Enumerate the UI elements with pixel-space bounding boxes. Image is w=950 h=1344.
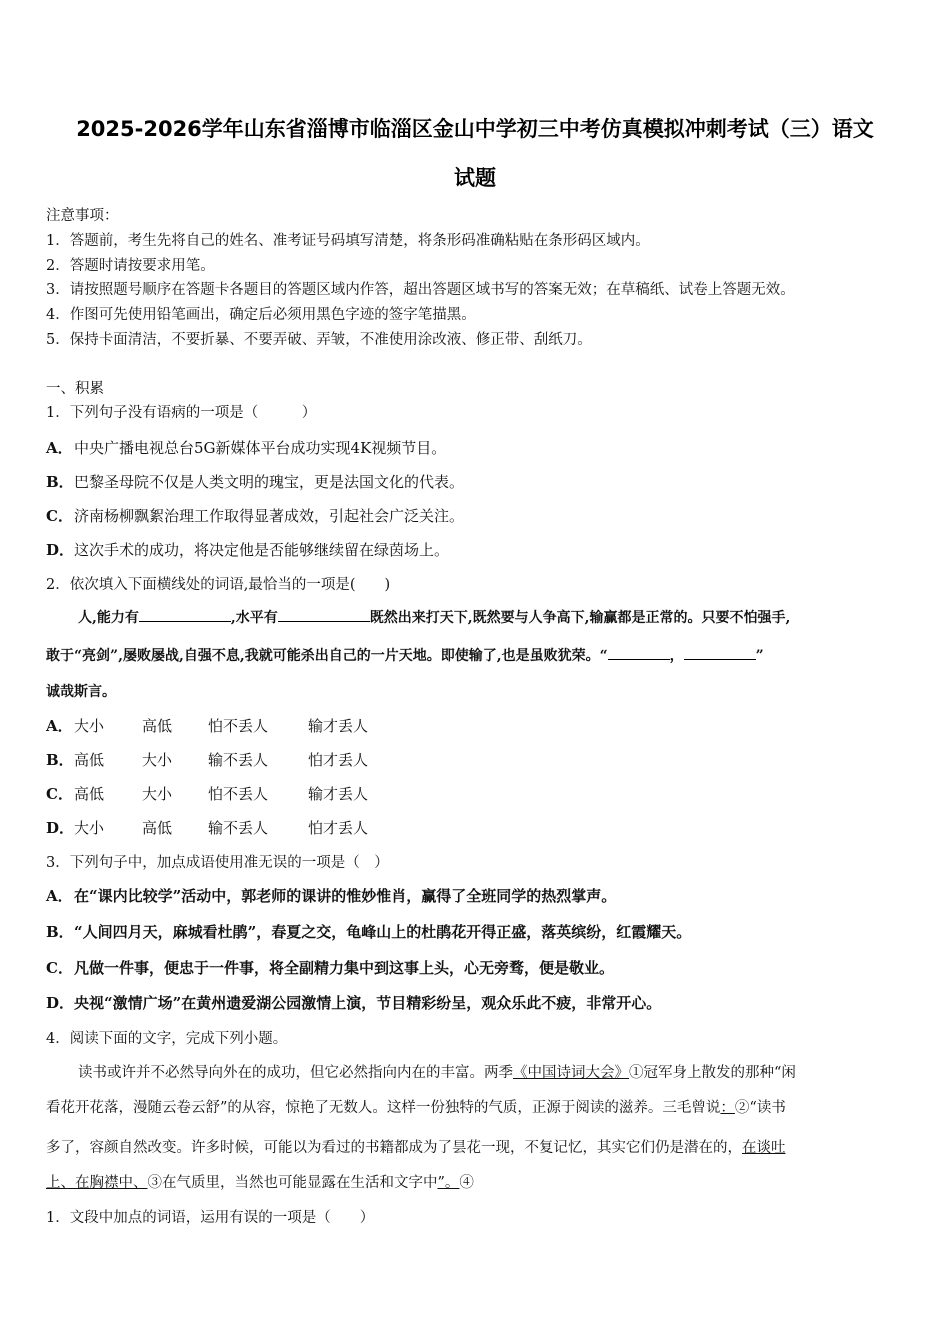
exam-title-line-1: 2025-2026学年山东省淄博市临淄区金山中学初三中考仿真模拟冲刺考试（三）语文	[76, 117, 874, 141]
passage-text: 敢于“亮剑”,屡败屡战,自强不息,我就可能杀出自己的一片天地。即使输了,也是虽败犹荣。“	[46, 648, 608, 664]
underlined-text: 在谈吐	[742, 1140, 786, 1156]
option-label: C．	[46, 507, 73, 525]
notice-item: 1．答题前，考生先将自己的姓名、准考证号码填写清楚，将条形码准确粘贴在条形码区域内。	[46, 233, 650, 249]
reading-passage-line-2	[46, 1096, 906, 1117]
passage-text: 看花开花落，漫随云卷云舒”的从容，惊艳了无数人。这样一份独特的气质，正源于阅读的滋养。三毛曾说	[46, 1100, 721, 1116]
fill-blank	[684, 645, 756, 660]
q2-option-b	[46, 749, 368, 770]
notice-item: 5．保持卡面清洁，不要折暴、不要弄破、弄皱，不准使用涂改液、修正带、刮纸刀。	[46, 332, 592, 348]
fill-blank	[608, 645, 670, 660]
passage-text: 既然出来打天下,既然要与人争高下,输赢都是正常的。只要不怕强手,	[369, 610, 791, 626]
option-label: B．	[46, 473, 74, 491]
option-text: 中央广播电视总台5G新媒体平台成功实现4K视频节目。	[74, 439, 447, 457]
fill-blank	[139, 607, 231, 622]
passage-text: ,水平有	[230, 610, 278, 626]
passage-text: ④	[459, 1175, 474, 1191]
q2-passage-line-3: 诚哉斯言。	[46, 684, 116, 700]
section-heading: 一、积累	[46, 381, 104, 397]
option-cell: 高低	[74, 751, 105, 769]
option-cell: 大小	[74, 717, 105, 735]
question-3-stem: 3．下列句子中，加点成语使用准无误的一项是（ ）	[46, 855, 389, 871]
option-label: D．	[46, 819, 75, 837]
question-2-stem: 2．依次填入下面横线处的词语,最恰当的一项是( )	[46, 577, 391, 593]
option-label: A．	[46, 717, 73, 735]
underlined-text: 上、在胸襟中、	[46, 1175, 148, 1191]
option-text: 凡做一件事，便忠于一件事，将全副精力集中到这事上头，心无旁骛，便是敬业。	[74, 959, 615, 977]
passage-text: 多了，容颜自然改变。许多时候，可能以为看过的书籍都成为了昙花一现，不复记忆，其实它们仍是潜在的，	[46, 1140, 742, 1156]
option-label: B．	[46, 923, 74, 941]
q2-option-a	[46, 715, 368, 736]
option-label: A．	[46, 887, 73, 905]
option-cell: 输才丢人	[308, 717, 369, 735]
option-cell: 高低	[74, 785, 105, 803]
option-label: C．	[46, 785, 73, 803]
option-label: A．	[46, 439, 73, 457]
option-text: “人间四月天，麻城看杜鹃”，春夏之交，龟峰山上的杜鹃花开得正盛，落英缤纷，红霞耀天。	[74, 923, 692, 941]
option-cell: 输才丢人	[308, 785, 369, 803]
notice-item: 3．请按照题号顺序在答题卡各题目的答题区域内作答，超出答题区域书写的答案无效；在草稿纸、试卷上答题无效。	[46, 282, 795, 298]
notice-item: 4．作图可先使用铅笔画出，确定后必须用黑色字迹的签字笔描黑。	[46, 307, 476, 323]
question-1-stem: 1．下列句子没有语病的一项是（ ）	[46, 405, 317, 421]
exam-title-line-2: 试题	[454, 166, 496, 190]
notice-item: 2．答题时请按要求用笔。	[46, 258, 215, 274]
q3-option-a	[46, 885, 616, 906]
q3-option-b	[46, 921, 691, 942]
option-label: D．	[46, 541, 75, 559]
question-4-sub-1: 1．文段中加点的词语，运用有误的一项是（ ）	[46, 1210, 375, 1226]
option-cell: 大小	[142, 751, 173, 769]
option-cell: 大小	[142, 785, 173, 803]
q2-option-c	[46, 783, 368, 804]
option-cell: 怕不丢人	[208, 717, 269, 735]
q2-passage-line-1	[46, 607, 906, 627]
option-label: B．	[46, 751, 74, 769]
reading-passage-line-3	[46, 1136, 906, 1157]
passage-text: ③在气质里，当然也可能显露在生活和文字中	[147, 1175, 438, 1191]
q3-option-d	[46, 992, 661, 1013]
q1-option-b	[46, 471, 464, 492]
option-cell: 大小	[74, 819, 105, 837]
option-cell: 高低	[142, 717, 173, 735]
option-text: 在“课内比较学”活动中，郭老师的课讲的惟妙惟肖，赢得了全班同学的热烈掌声。	[74, 887, 617, 905]
option-text: 巴黎圣母院不仅是人类文明的瑰宝，更是法国文化的代表。	[74, 473, 465, 491]
underlined-text: ：	[720, 1100, 735, 1116]
passage-text: ”	[755, 648, 764, 664]
option-cell: 怕才丢人	[308, 751, 369, 769]
q1-option-d	[46, 539, 449, 560]
passage-text: ①冠军身上散发的那种“闲	[629, 1065, 796, 1081]
option-label: C．	[46, 959, 73, 977]
option-cell: 输不丢人	[208, 819, 269, 837]
q2-option-d	[46, 817, 368, 838]
fill-blank	[278, 607, 370, 622]
q1-option-c	[46, 505, 464, 526]
underlined-text: 《中国诗词大会》	[513, 1065, 629, 1081]
option-text: 这次手术的成功，将决定他是否能够继续留在绿茵场上。	[74, 541, 450, 559]
notice-heading: 注意事项：	[46, 208, 119, 224]
underlined-text: ”。	[437, 1175, 460, 1191]
q2-passage-line-2	[46, 645, 906, 665]
option-cell: 输不丢人	[208, 751, 269, 769]
option-cell: 怕不丢人	[208, 785, 269, 803]
option-text: 央视“激情广场”在黄州遗爱湖公园激情上演，节目精彩纷呈，观众乐此不疲，非常开心。	[74, 994, 662, 1012]
option-cell: 怕才丢人	[308, 819, 369, 837]
option-text: 济南杨柳飘絮治理工作取得显著成效，引起社会广泛关注。	[74, 507, 465, 525]
q1-option-a	[46, 437, 446, 458]
option-label: D．	[46, 994, 75, 1012]
passage-text: 读书或许并不必然导向外在的成功，但它必然指向内在的丰富。两季	[78, 1065, 513, 1081]
question-4-stem: 4．阅读下面的文字，完成下列小题。	[46, 1031, 288, 1047]
passage-text: ②“读书	[734, 1100, 786, 1116]
passage-text: 人,能力有	[78, 610, 139, 626]
reading-passage-line-4	[46, 1171, 906, 1192]
passage-text: ，	[669, 648, 684, 664]
q3-option-c	[46, 957, 614, 978]
reading-passage-line-1	[46, 1061, 906, 1082]
option-cell: 高低	[142, 819, 173, 837]
